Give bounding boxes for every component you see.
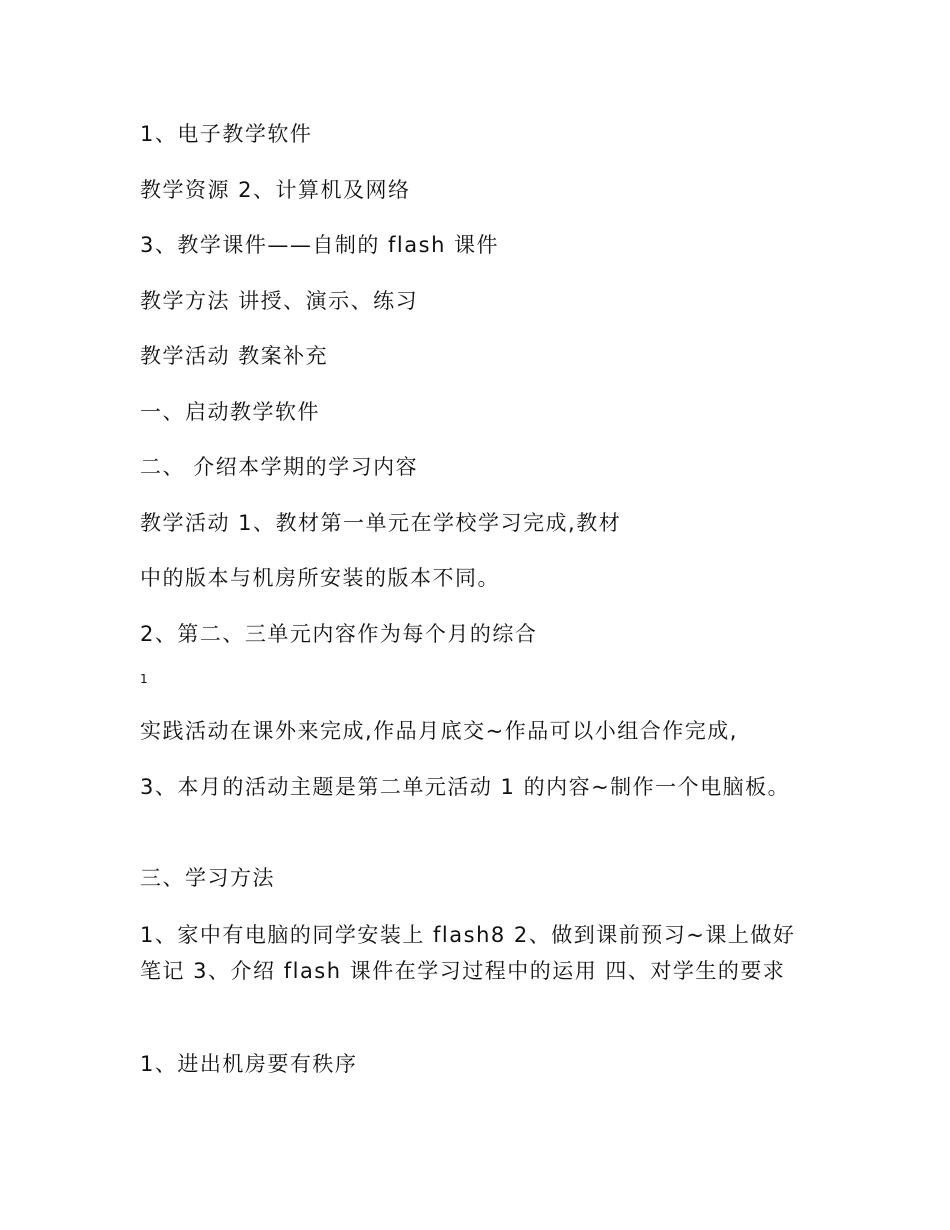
text-line-12: 3、本月的活动主题是第二单元活动 1 的内容~制作一个电脑板。 [140, 775, 791, 799]
text-line-8: 教学活动 1、教材第一单元在学校学习完成,教材 [140, 511, 622, 535]
text-line-5: 教学活动 教案补充 [140, 344, 329, 368]
text-line-14: 1、家中有电脑的同学安装上 flash8 2、做到课前预习~课上做好笔记 3、介绍 flash 课件在学习过程中的运用 四、对学生的要求 [140, 923, 796, 983]
text-line-13: 三、学习方法 [140, 866, 275, 890]
text-line-15: 1、进出机房要有秩序 [140, 1052, 358, 1076]
text-line-9: 中的版本与机房所安装的版本不同。 [140, 566, 500, 590]
text-line-2: 教学资源 2、计算机及网络 [140, 178, 411, 202]
text-line-4: 教学方法 讲授、演示、练习 [140, 289, 419, 313]
page-number: 1 [140, 672, 148, 686]
text-line-10: 2、第二、三单元内容作为每个月的综合 [140, 622, 538, 646]
text-line-3: 3、教学课件——自制的 flash 课件 [140, 233, 500, 257]
text-line-7: 二、 介绍本学期的学习内容 [140, 455, 419, 479]
text-line-6: 一、启动教学软件 [140, 400, 320, 424]
text-line-1: 1、电子教学软件 [140, 122, 313, 146]
text-line-11: 实践活动在课外来完成,作品月底交~作品可以小组合作完成, [140, 719, 738, 743]
